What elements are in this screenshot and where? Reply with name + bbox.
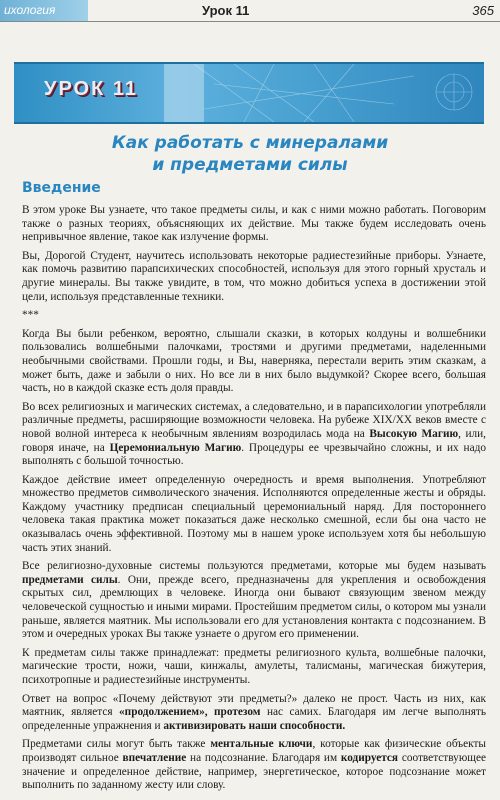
paragraph <box>22 401 486 469</box>
text-run: Вы, Дорогой Студент, научитесь использовать некоторые радиестезийные приборы. Узнаете, как помочь развитию парапсихических способностей, используя для этого горный хрусталь и другие минералы. Вы также увидите, в том, что можно добиться успеха в достижении этой цели, используя представленные техники. <box>22 249 486 303</box>
text-run: К предметам силы также принадлежат: предметы религиозного культа, волшебные палочки, магические трости, ножи, чаши, кинжалы, амулеты, талисманы, магическая бижутерия, психотропные и радиестезийные инструменты. <box>22 646 486 686</box>
text-run: . Процедуры ее чрезвычайно сложны, и их надо выполнять с большой точностью. <box>22 441 486 468</box>
page-number: 365 <box>472 3 494 18</box>
bold-text: предметами силы <box>22 573 118 586</box>
text-run: Предметами силы могут быть также <box>22 738 211 751</box>
paragraph <box>22 560 486 642</box>
bold-text: впечатление <box>122 751 187 764</box>
text-run: Когда Вы были ребенком, вероятно, слышали сказки, в которых колдуны и волшебники пользовались волшебными палочками, тростями и другими предметами, наделенными необычными свойствами. Прошли годы, и Вы, наверняка, перестали верить этим сказкам, а может быть, даже и забыли о них. Но все ли в них было выдумкой? Скорее всего, большая часть, но в каждой сказке есть доля правды. <box>22 327 486 395</box>
body-text <box>22 204 486 798</box>
paragraph <box>22 250 486 304</box>
lesson-banner <box>14 62 484 124</box>
paragraph <box>22 693 486 734</box>
paragraph <box>22 474 486 556</box>
bold-text: активизировать наши способности. <box>163 719 346 732</box>
text-run: Во всех религиозных и магических системах, а следовательно, и в парапсихологии употребляли различные предметы, расширяющие возможности человека. На рубеже XIX/XX веков вместе с новой волной интереса к необычным явлениям возродилась мода на <box>22 400 486 440</box>
paragraph <box>22 738 486 792</box>
chapter-title-line: Как работать с минералами <box>111 133 389 153</box>
text-run: Ответ на вопрос «Почему действуют эти предметы?» далеко не прост. Часть из них, как маятник, является <box>22 692 486 719</box>
paragraph <box>22 647 486 688</box>
text-run: , или, говоря иначе, на <box>22 427 487 454</box>
text-run: нас самих. Благодаря им легче выполнять определенные упражнения и <box>22 706 486 732</box>
bold-text: кодируется <box>340 751 399 764</box>
bold-text: Церемониальную Магию <box>109 441 242 454</box>
section-heading: Введение <box>22 180 101 196</box>
bold-text: ментальные ключи <box>210 738 313 751</box>
bold-text: Высокую Магию <box>369 427 459 440</box>
banner-title: УРОК 11 <box>44 78 138 100</box>
paragraph <box>22 204 486 245</box>
paragraph <box>22 309 486 323</box>
text-run: соответствующее значение и определенное действие, например, энергетическое, которое подсознание может выполнить по заданному жесту или слову. <box>22 751 486 792</box>
text-run: Каждое действие имеет определенную очередность и время выполнения. Употребляют множество предметов символического значения. Исполняются определенные жесты и обряды. Каждому участнику предписан специальный церемониальный наряд. Для постороннего человека такая практика может показаться даже несколько смешной, если бы она часто не оказывалась очень эффективной. Поэтому мы в нашем уроке используем хотя бы небольшую часть этих знаний. <box>22 473 486 554</box>
bold-text: «продолжением», протезом <box>119 706 261 719</box>
paragraph <box>22 328 486 396</box>
text-run: Все религиозно-духовные системы пользуются предметами, которые мы будем называть <box>22 560 486 573</box>
text-run: , которые как физические объекты производят сильное <box>22 738 487 764</box>
section-title: ихология <box>4 3 56 17</box>
header-divider <box>0 21 500 22</box>
text-run: . Они, прежде всего, предназначены для укрепления и освобождения скрытых сил, дремлющих в человеке. Иногда они бывают связующим звеном между человеческой сущностью и иными мирами. Простейшим предметом силы, о котором мы узнали раньше, является маятник. Мы использовали его для установления контакта с подсознанием. В этом и очередных уроках Вы также узнаете о другом его применении. <box>22 573 486 641</box>
text-run: *** <box>22 309 39 322</box>
chapter-title-line: и предметами силы <box>152 155 348 175</box>
chapter-title <box>40 132 460 176</box>
text-run: на подсознание. Благодаря им <box>186 751 341 764</box>
text-run: В этом уроке Вы узнаете, что такое предметы силы, и как с ними можно работать. Поговорим также о разных теориях, объясняющих их действие. Мы также будем исследовать очень непривычное явление, такое как излучение формы. <box>22 204 486 244</box>
lesson-label: Урок 11 <box>202 3 250 18</box>
page-header <box>0 0 500 22</box>
